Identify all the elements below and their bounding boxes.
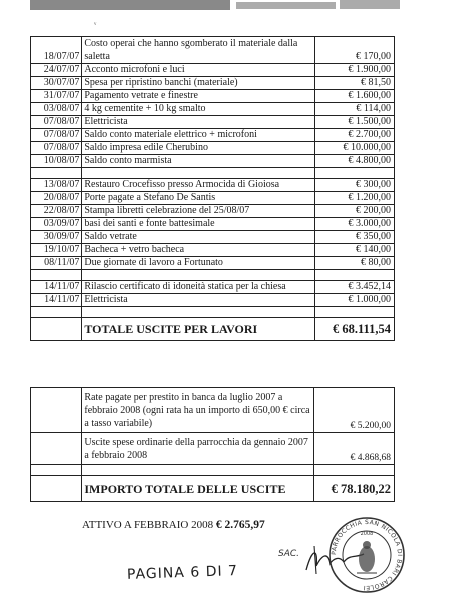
scan-top-artifact	[0, 0, 451, 30]
date-cell: 07/08/07	[31, 142, 82, 155]
date-cell: 10/08/07	[31, 155, 82, 168]
table-row	[31, 129, 395, 142]
amount-cell: € 1.000,00	[315, 294, 395, 307]
description-cell: basi dei santi e fonte battesimale	[82, 218, 315, 231]
date-cell: 30/07/07	[31, 77, 82, 90]
date-cell: 14/11/07	[31, 281, 82, 294]
table-row	[31, 90, 395, 103]
summary-table	[30, 387, 395, 502]
description-cell: Rate pagate per prestito in banca da luglio 2007 a febbraio 2008 (ogni rata ha un importo di 650,00 € circa a tasso variabile)	[82, 388, 313, 433]
description-cell: Elettricista	[82, 116, 315, 129]
table-row	[31, 218, 395, 231]
handwritten-page-note: PAGINA 6 DI 7	[126, 563, 239, 583]
table-row	[31, 257, 395, 270]
table-row	[31, 142, 395, 155]
amount-cell: € 140,00	[315, 244, 395, 257]
date-cell: 14/11/07	[31, 294, 82, 307]
amount-cell: € 1.500,00	[315, 116, 395, 129]
description-cell: Uscite spese ordinarie della parrocchia da gennaio 2007 a febbraio 2008	[82, 433, 313, 465]
total-uscite-row	[31, 476, 395, 502]
amount-cell: € 1.600,00	[315, 90, 395, 103]
signature-prefix: SAC.	[278, 549, 300, 559]
date-cell: 13/08/07	[31, 179, 82, 192]
table-row	[31, 244, 395, 257]
stamp-ring-text: PARROCCHIA SAN NICOLA DI BARI CAROLEI	[330, 518, 404, 592]
date-cell: 19/10/07	[31, 244, 82, 257]
description-cell: Costo operai che hanno sgomberato il materiale dalla saletta	[82, 37, 315, 64]
description-cell: 4 kg cementite + 10 kg smalto	[82, 103, 315, 116]
table-row	[31, 231, 395, 244]
amount-cell: € 4.800,00	[315, 155, 395, 168]
date-cell: 18/07/07	[31, 37, 82, 64]
total-lavori-label: TOTALE USCITE PER LAVORI	[82, 318, 315, 341]
parish-stamp-seal	[327, 515, 407, 595]
table-row	[31, 294, 395, 307]
date-cell: 03/09/07	[31, 218, 82, 231]
total-lavori-amount: € 68.111,54	[315, 318, 395, 341]
description-cell: Spesa per ripristino banchi (materiale)	[82, 77, 315, 90]
date-cell: 31/07/07	[31, 90, 82, 103]
description-cell: Acconto microfoni e luci	[82, 64, 315, 77]
total-uscite-label: IMPORTO TOTALE DELLE USCITE	[82, 476, 313, 502]
stamp-year: 2008	[360, 531, 374, 537]
amount-cell: € 2.700,00	[315, 129, 395, 142]
attivo-amount: € 2.765,97	[215, 519, 265, 531]
table-row	[31, 192, 395, 205]
date-cell: 30/09/07	[31, 231, 82, 244]
amount-cell: € 350,00	[315, 231, 395, 244]
table-row	[31, 179, 395, 192]
amount-cell: € 5.200,00	[313, 388, 394, 433]
date-cell: 03/08/07	[31, 103, 82, 116]
date-cell: 07/08/07	[31, 116, 82, 129]
table-row	[31, 37, 395, 64]
amount-cell: € 1.900,00	[315, 64, 395, 77]
total-lavori-row	[31, 318, 395, 341]
table-row	[31, 433, 395, 465]
spacer-row	[31, 168, 395, 179]
amount-cell: € 81,50	[315, 77, 395, 90]
table-row	[31, 281, 395, 294]
amount-cell: € 10.000,00	[315, 142, 395, 155]
spacer-row	[31, 307, 395, 318]
table-row	[31, 103, 395, 116]
description-cell: Rilascio certificato di idoneità statica per la chiesa	[82, 281, 315, 294]
date-cell: 07/08/07	[31, 129, 82, 142]
table-row	[31, 388, 395, 433]
description-cell: Porte pagate a Stefano De Santis	[82, 192, 315, 205]
attivo-line	[82, 519, 265, 531]
date-cell: 24/07/07	[31, 64, 82, 77]
date-cell: 20/08/07	[31, 192, 82, 205]
date-cell: 08/11/07	[31, 257, 82, 270]
table-row	[31, 77, 395, 90]
amount-cell: € 114,00	[315, 103, 395, 116]
amount-cell: € 200,00	[315, 205, 395, 218]
description-cell: Restauro Crocefisso presso Armocida di Gioiosa	[82, 179, 315, 192]
description-cell: Stampa libretti celebrazione del 25/08/07	[82, 205, 315, 218]
amount-cell: € 1.200,00	[315, 192, 395, 205]
description-cell: Saldo impresa edile Cherubino	[82, 142, 315, 155]
date-cell: 22/08/07	[31, 205, 82, 218]
total-uscite-amount: € 78.180,22	[313, 476, 394, 502]
description-cell: Saldo conto materiale elettrico + microfoni	[82, 129, 315, 142]
amount-cell: € 3.000,00	[315, 218, 395, 231]
description-cell: Bacheca + vetro bacheca	[82, 244, 315, 257]
expenses-table	[30, 36, 395, 341]
description-cell: Saldo conto marmista	[82, 155, 315, 168]
attivo-label: ATTIVO A FEBBRAIO 2008	[82, 519, 214, 531]
amount-cell: € 80,00	[315, 257, 395, 270]
amount-cell: € 3.452,14	[315, 281, 395, 294]
table-row	[31, 205, 395, 218]
description-cell: Elettricista	[82, 294, 315, 307]
amount-cell: € 170,00	[315, 37, 395, 64]
table-row	[31, 155, 395, 168]
scan-mark: ᵛ	[94, 20, 97, 29]
spacer-row	[31, 465, 395, 476]
amount-cell: € 300,00	[315, 179, 395, 192]
spacer-row	[31, 270, 395, 281]
table-row	[31, 64, 395, 77]
description-cell: Due giornate di lavoro a Fortunato	[82, 257, 315, 270]
description-cell: Saldo vetrate	[82, 231, 315, 244]
description-cell: Pagamento vetrate e finestre	[82, 90, 315, 103]
table-row	[31, 116, 395, 129]
amount-cell: € 4.868,68	[313, 433, 394, 465]
